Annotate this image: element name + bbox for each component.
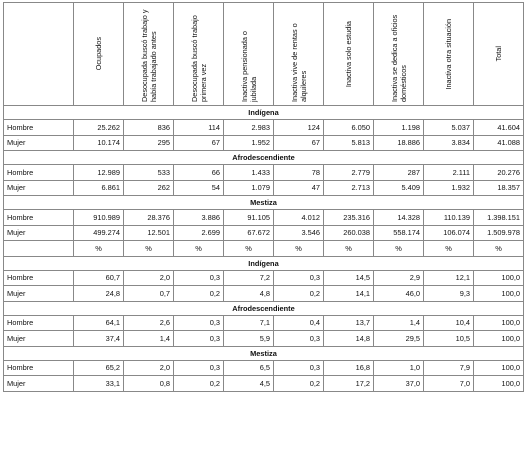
value-cell: 12.501 xyxy=(124,225,174,241)
value-cell: 235.316 xyxy=(324,210,374,226)
population-activity-table xyxy=(3,2,524,392)
col-header: Inactiva otra situación xyxy=(424,3,474,106)
value-cell: 16,8 xyxy=(324,360,374,376)
table-row xyxy=(4,286,524,302)
value-cell: 6.050 xyxy=(324,120,374,136)
table-row xyxy=(4,331,524,347)
section-title: Afrodescendiente xyxy=(4,301,524,315)
table-row xyxy=(4,270,524,286)
value-cell: 47 xyxy=(274,180,324,196)
value-cell: 2.983 xyxy=(224,120,274,136)
value-cell: 0,2 xyxy=(174,286,224,302)
value-cell: 0,2 xyxy=(174,376,224,392)
value-cell: 64,1 xyxy=(74,315,124,331)
percent-header-blank xyxy=(4,241,74,257)
value-cell: 7,2 xyxy=(224,270,274,286)
value-cell: 124 xyxy=(274,120,324,136)
value-cell: 2.713 xyxy=(324,180,374,196)
value-cell: 33,1 xyxy=(74,376,124,392)
col-header: Inactiva pensionada o jubilada xyxy=(224,3,274,106)
value-cell: 4.012 xyxy=(274,210,324,226)
value-cell: 54 xyxy=(174,180,224,196)
row-label: Hombre xyxy=(4,315,74,331)
value-cell: 28.376 xyxy=(124,210,174,226)
table-body xyxy=(4,106,524,392)
value-cell: 1.398.151 xyxy=(474,210,524,226)
value-cell: 2.699 xyxy=(174,225,224,241)
value-cell: 100,0 xyxy=(474,360,524,376)
col-header: Inactiva vive de rentas o alquileres xyxy=(274,3,324,106)
value-cell: 17,2 xyxy=(324,376,374,392)
percent-unit-cell: % xyxy=(374,241,424,257)
value-cell: 287 xyxy=(374,165,424,181)
section-row xyxy=(4,256,524,270)
value-cell: 67 xyxy=(174,135,224,151)
percent-unit-cell: % xyxy=(424,241,474,257)
value-cell: 558.174 xyxy=(374,225,424,241)
value-cell: 12,1 xyxy=(424,270,474,286)
row-label: Mujer xyxy=(4,135,74,151)
value-cell: 20.276 xyxy=(474,165,524,181)
value-cell: 110.139 xyxy=(424,210,474,226)
table-row xyxy=(4,315,524,331)
value-cell: 0,2 xyxy=(274,286,324,302)
value-cell: 295 xyxy=(124,135,174,151)
percent-unit-cell: % xyxy=(124,241,174,257)
percent-unit-cell: % xyxy=(174,241,224,257)
value-cell: 14,5 xyxy=(324,270,374,286)
row-label: Mujer xyxy=(4,376,74,392)
percent-unit-cell: % xyxy=(274,241,324,257)
table-row xyxy=(4,120,524,136)
table-row xyxy=(4,165,524,181)
row-label: Mujer xyxy=(4,180,74,196)
value-cell: 14,8 xyxy=(324,331,374,347)
value-cell: 9,3 xyxy=(424,286,474,302)
section-row xyxy=(4,196,524,210)
section-title: Mestiza xyxy=(4,346,524,360)
value-cell: 29,5 xyxy=(374,331,424,347)
value-cell: 100,0 xyxy=(474,270,524,286)
value-cell: 260.038 xyxy=(324,225,374,241)
section-title: Indígena xyxy=(4,106,524,120)
value-cell: 67 xyxy=(274,135,324,151)
value-cell: 533 xyxy=(124,165,174,181)
value-cell: 0,3 xyxy=(174,331,224,347)
value-cell: 91.105 xyxy=(224,210,274,226)
value-cell: 1,4 xyxy=(374,315,424,331)
value-cell: 1.509.978 xyxy=(474,225,524,241)
value-cell: 910.989 xyxy=(74,210,124,226)
col-header: Inactiva se dedica a oficios domésticos xyxy=(374,3,424,106)
value-cell: 1.079 xyxy=(224,180,274,196)
value-cell: 2.111 xyxy=(424,165,474,181)
section-row xyxy=(4,106,524,120)
value-cell: 1.952 xyxy=(224,135,274,151)
value-cell: 7,0 xyxy=(424,376,474,392)
value-cell: 2,6 xyxy=(124,315,174,331)
value-cell: 2.779 xyxy=(324,165,374,181)
value-cell: 1.932 xyxy=(424,180,474,196)
section-row xyxy=(4,301,524,315)
value-cell: 5.409 xyxy=(374,180,424,196)
value-cell: 18.886 xyxy=(374,135,424,151)
header-row xyxy=(4,3,524,106)
row-label: Hombre xyxy=(4,360,74,376)
value-cell: 1,0 xyxy=(374,360,424,376)
value-cell: 0,3 xyxy=(174,360,224,376)
value-cell: 7,9 xyxy=(424,360,474,376)
value-cell: 24,8 xyxy=(74,286,124,302)
header-corner xyxy=(4,3,74,106)
percent-unit-cell: % xyxy=(474,241,524,257)
value-cell: 0,3 xyxy=(274,360,324,376)
table-row xyxy=(4,180,524,196)
section-row xyxy=(4,346,524,360)
table-row xyxy=(4,135,524,151)
value-cell: 0,3 xyxy=(174,270,224,286)
value-cell: 13,7 xyxy=(324,315,374,331)
row-label: Hombre xyxy=(4,210,74,226)
value-cell: 65,2 xyxy=(74,360,124,376)
value-cell: 0,4 xyxy=(274,315,324,331)
value-cell: 0,7 xyxy=(124,286,174,302)
percent-unit-cell: % xyxy=(324,241,374,257)
value-cell: 7,1 xyxy=(224,315,274,331)
percent-unit-cell: % xyxy=(74,241,124,257)
value-cell: 100,0 xyxy=(474,376,524,392)
value-cell: 2,0 xyxy=(124,360,174,376)
value-cell: 4,5 xyxy=(224,376,274,392)
value-cell: 2,9 xyxy=(374,270,424,286)
col-header: Ocupados xyxy=(74,3,124,106)
value-cell: 41.088 xyxy=(474,135,524,151)
value-cell: 0,8 xyxy=(124,376,174,392)
value-cell: 6.861 xyxy=(74,180,124,196)
col-header: Desocupada buscó trabajo primera vez xyxy=(174,3,224,106)
value-cell: 114 xyxy=(174,120,224,136)
value-cell: 60,7 xyxy=(74,270,124,286)
value-cell: 41.604 xyxy=(474,120,524,136)
value-cell: 836 xyxy=(124,120,174,136)
value-cell: 5.813 xyxy=(324,135,374,151)
section-title: Indígena xyxy=(4,256,524,270)
row-label: Mujer xyxy=(4,286,74,302)
value-cell: 10.174 xyxy=(74,135,124,151)
row-label: Hombre xyxy=(4,270,74,286)
value-cell: 12.989 xyxy=(74,165,124,181)
value-cell: 37,0 xyxy=(374,376,424,392)
value-cell: 3.546 xyxy=(274,225,324,241)
col-header: Inactiva solo estudia xyxy=(324,3,374,106)
col-header: Total xyxy=(474,3,524,106)
value-cell: 78 xyxy=(274,165,324,181)
value-cell: 0,3 xyxy=(274,331,324,347)
value-cell: 14.328 xyxy=(374,210,424,226)
row-label: Hombre xyxy=(4,120,74,136)
value-cell: 67.672 xyxy=(224,225,274,241)
value-cell: 2,0 xyxy=(124,270,174,286)
value-cell: 5.037 xyxy=(424,120,474,136)
value-cell: 1.198 xyxy=(374,120,424,136)
table-row xyxy=(4,225,524,241)
table-row xyxy=(4,360,524,376)
value-cell: 1,4 xyxy=(124,331,174,347)
value-cell: 14,1 xyxy=(324,286,374,302)
value-cell: 0,3 xyxy=(274,270,324,286)
row-label: Mujer xyxy=(4,331,74,347)
value-cell: 25.262 xyxy=(74,120,124,136)
row-label: Hombre xyxy=(4,165,74,181)
col-header: Desocupada buscó trabajo y había trabajado antes xyxy=(124,3,174,106)
row-label: Mujer xyxy=(4,225,74,241)
value-cell: 18.357 xyxy=(474,180,524,196)
value-cell: 0,3 xyxy=(174,315,224,331)
section-title: Afrodescendiente xyxy=(4,151,524,165)
value-cell: 10,4 xyxy=(424,315,474,331)
value-cell: 1.433 xyxy=(224,165,274,181)
value-cell: 100,0 xyxy=(474,286,524,302)
value-cell: 100,0 xyxy=(474,315,524,331)
value-cell: 4,8 xyxy=(224,286,274,302)
value-cell: 3.834 xyxy=(424,135,474,151)
section-row xyxy=(4,151,524,165)
table-row xyxy=(4,210,524,226)
value-cell: 66 xyxy=(174,165,224,181)
table-row xyxy=(4,376,524,392)
percent-unit-cell: % xyxy=(224,241,274,257)
value-cell: 106.074 xyxy=(424,225,474,241)
percent-header-row xyxy=(4,241,524,257)
value-cell: 3.886 xyxy=(174,210,224,226)
section-title: Mestiza xyxy=(4,196,524,210)
value-cell: 5,9 xyxy=(224,331,274,347)
value-cell: 262 xyxy=(124,180,174,196)
value-cell: 499.274 xyxy=(74,225,124,241)
value-cell: 46,0 xyxy=(374,286,424,302)
value-cell: 0,2 xyxy=(274,376,324,392)
value-cell: 6,5 xyxy=(224,360,274,376)
value-cell: 10,5 xyxy=(424,331,474,347)
value-cell: 37,4 xyxy=(74,331,124,347)
value-cell: 100,0 xyxy=(474,331,524,347)
